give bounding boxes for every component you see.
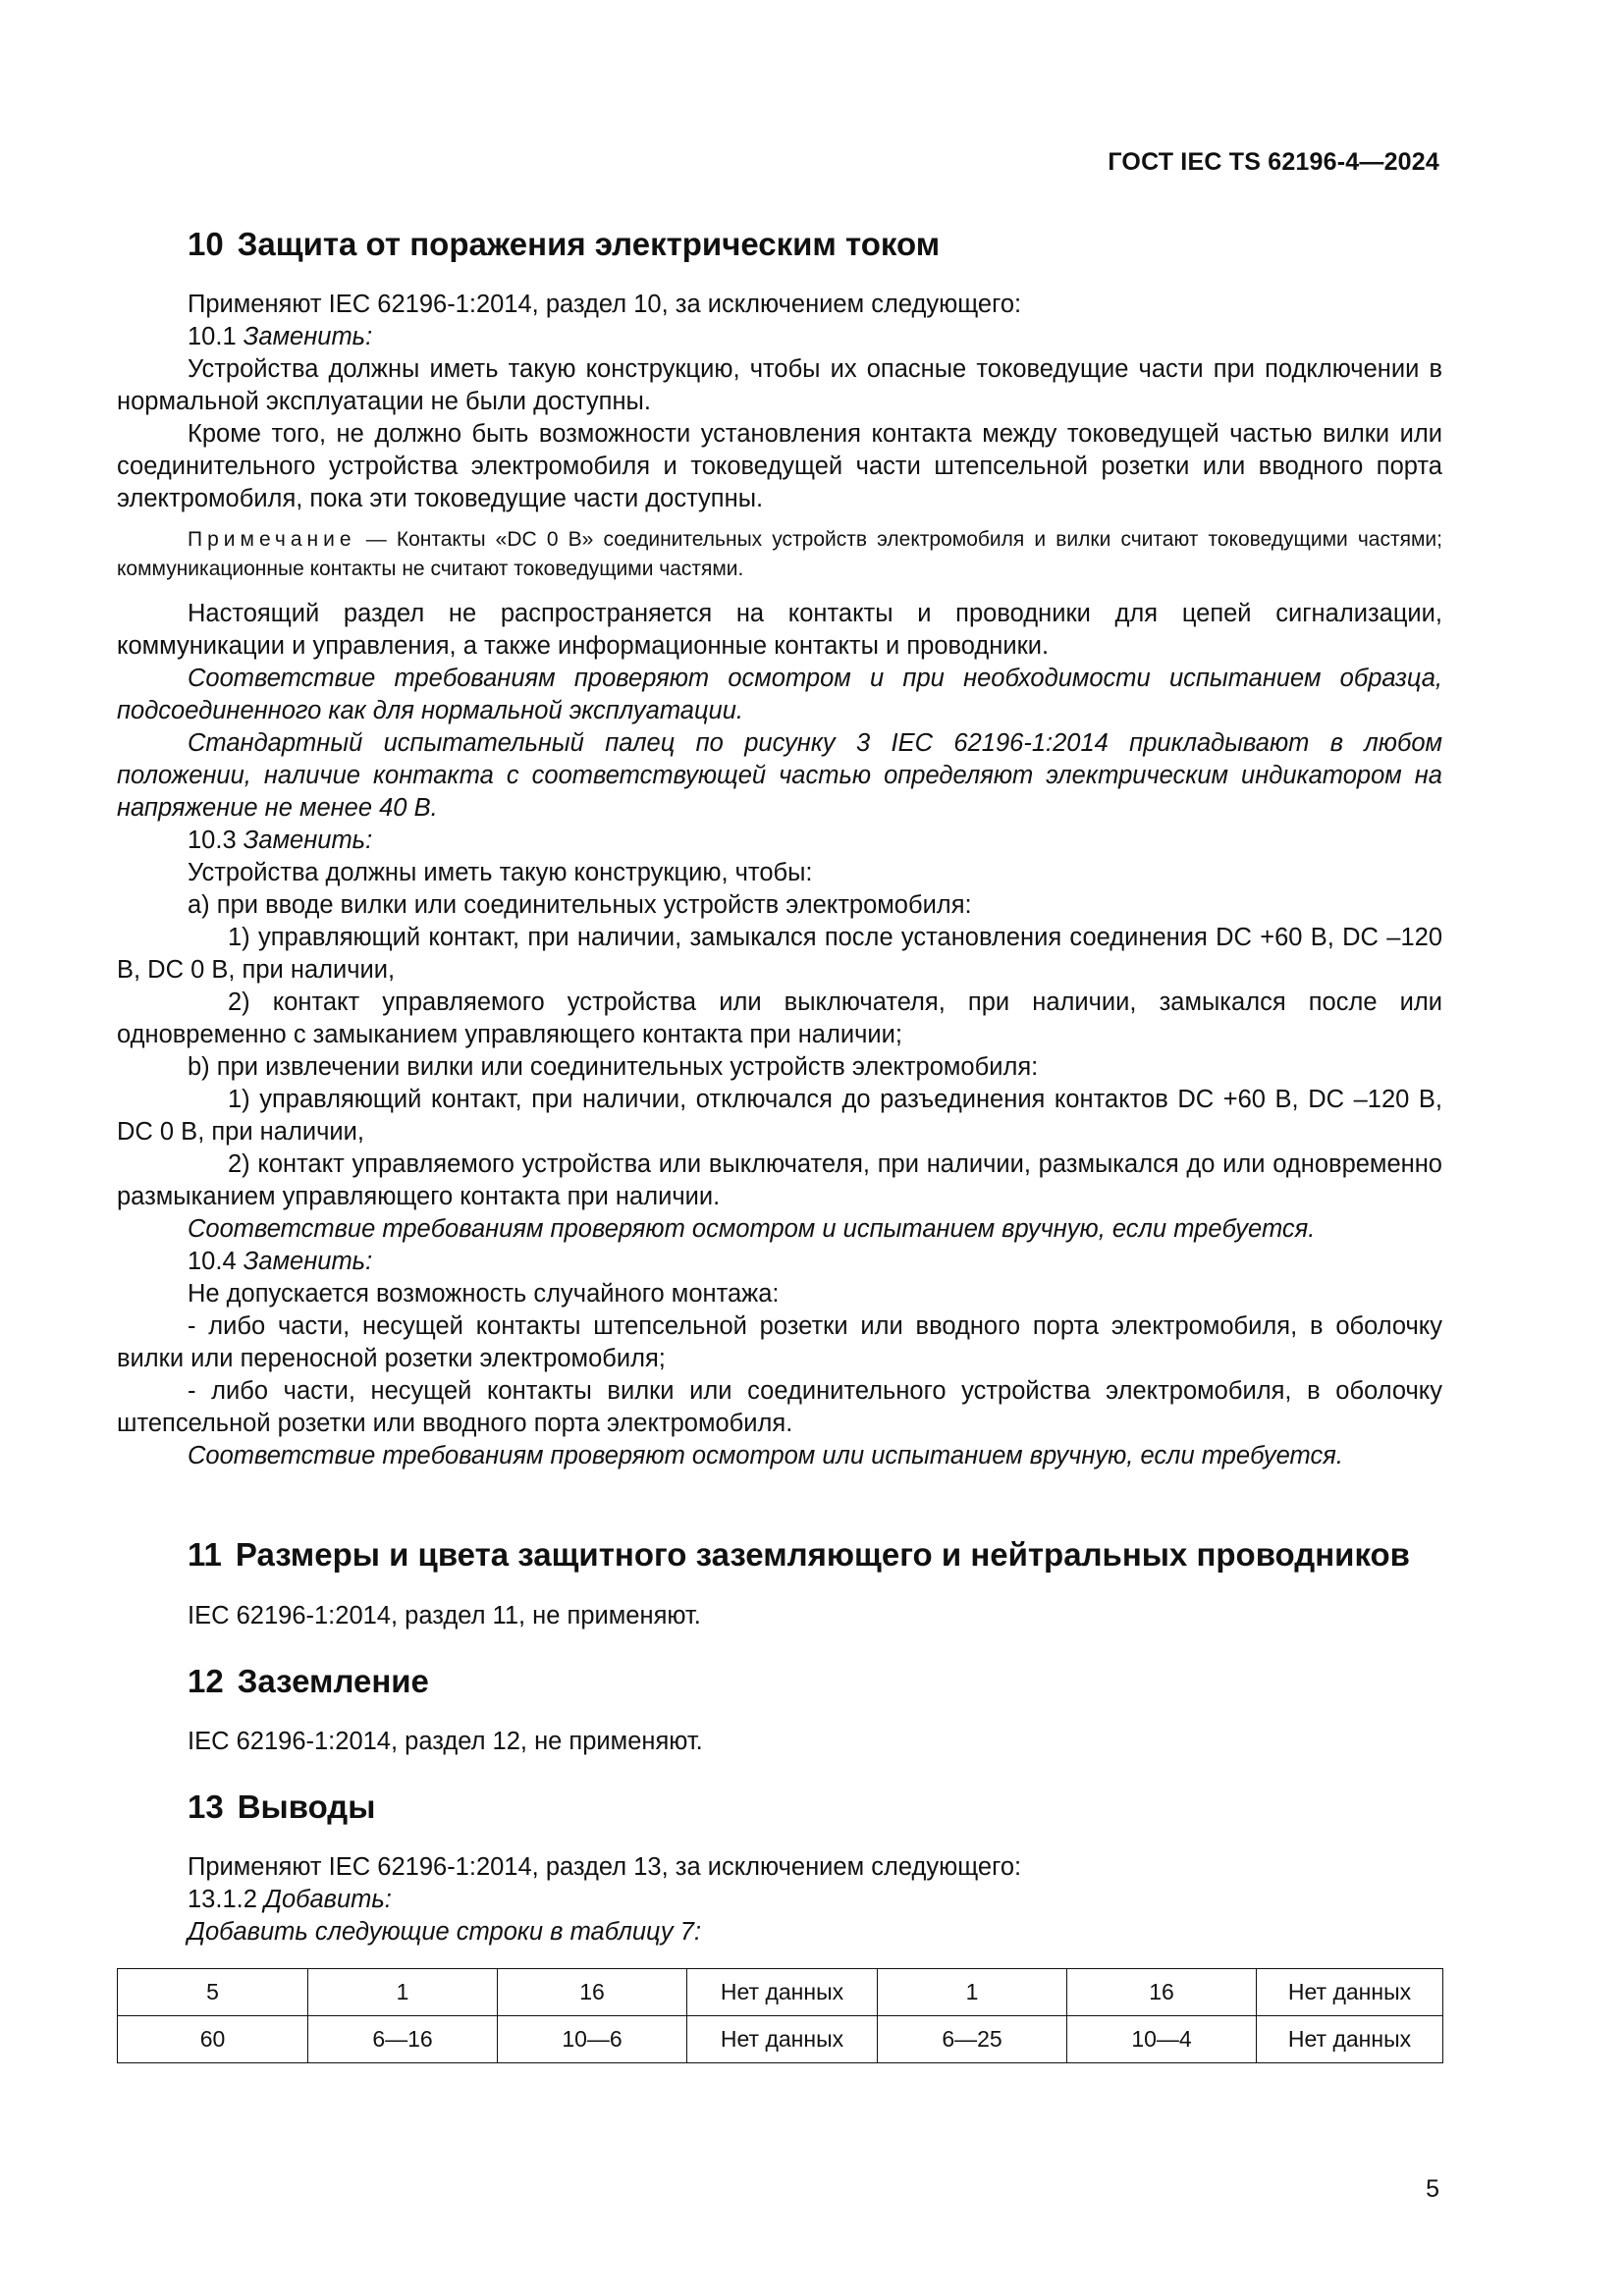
paragraph: IEC 62196-1:2014, раздел 12, не применяют. [188, 1728, 703, 1755]
clause-13-1-2 [117, 1884, 1442, 1916]
compliance-text: Соответствие требованиям проверяют осмотром или испытанием вручную, если требуется. [188, 1442, 1343, 1469]
section-10-body [117, 289, 1442, 1472]
note-text: — Контакты «DC 0 В» соединительных устройств электромобиля и вилки считают токоведущими частями; коммуникационные контакты не считают токоведущими частями. [117, 528, 1442, 580]
paragraph: Применяют IEC 62196-1:2014, раздел 10, за исключением следующего: [188, 291, 1022, 318]
clause-number: 10.1 [188, 323, 237, 350]
table-cell: 60 [118, 2016, 308, 2063]
section-13-body [117, 1851, 1442, 1949]
section-number: 10 [188, 226, 224, 262]
clause-10-4 [117, 1246, 1442, 1278]
note-label: Примечание [188, 528, 356, 551]
paragraph: Добавить следующие строки в таблицу 7: [188, 1918, 702, 1946]
paragraph: Не допускается возможность случайного монтажа: [188, 1280, 780, 1308]
section-title: Выводы [237, 1789, 376, 1825]
compliance-text: Стандартный испытательный палец по рисунку 3 IEC 62196-1:2014 прикладывают в любом положении, наличие контакта с соответствующей частью определяют электрическим индикатором на напряжение не менее 40 В. [117, 729, 1442, 822]
clause-number: 10.4 [188, 1248, 237, 1275]
note [117, 525, 1442, 584]
table-cell: Нет данных [687, 1969, 878, 2016]
table-cell: Нет данных [687, 2016, 878, 2063]
table-cell: 16 [498, 1969, 687, 2016]
table-cell: 10—6 [498, 2016, 687, 2063]
list-item: - либо части, несущей контакты вилки или соединительного устройства электромобиля, в оболочку штепсельной розетки или вводного порта электромобиля. [117, 1377, 1442, 1437]
table-cell: 10—4 [1067, 2016, 1257, 2063]
table-cell: Нет данных [1257, 1969, 1443, 2016]
section-12-body [117, 1726, 1442, 1758]
section-title: Размеры и цвета защитного заземляющего и нейтральных проводников [235, 1536, 1410, 1573]
document-id-header: ГОСТ IEC TS 62196-4—2024 [1108, 148, 1439, 176]
clause-action: Заменить: [243, 1248, 373, 1275]
clause-number: 10.3 [188, 827, 237, 854]
section-13-heading [188, 1789, 375, 1826]
section-title: Защита от поражения электрическим током [237, 226, 941, 262]
paragraph: Настоящий раздел не распространяется на контакты и проводники для цепей сигнализации, коммуникации и управления, а также информационные контакты и проводники. [117, 600, 1442, 660]
list-item: a) при вводе вилки или соединительных устройств электромобиля: [188, 891, 972, 919]
page-number: 5 [1426, 2175, 1439, 2203]
compliance-text: Соответствие требованиям проверяют осмотром и при необходимости испытанием образца, подсоединенного как для нормальной эксплуатации. [117, 665, 1442, 724]
clause-action: Добавить: [264, 1886, 392, 1913]
clause-10-3 [117, 825, 1442, 857]
table-row [118, 1969, 1443, 2016]
list-item: 2) контакт управляемого устройства или выключателя, при наличии, размыкался до или одновременно размыканием управляющего контакта при наличии. [117, 1150, 1442, 1210]
clause-10-1 [117, 321, 1442, 353]
table-cell: Нет данных [1257, 2016, 1443, 2063]
paragraph: Кроме того, не должно быть возможности установления контакта между токоведущей частью вилки или соединительного устройства электромобиля и токоведущей части штепсельной розетки или вводного порта электромобиля, пока эти токоведущие части доступны. [117, 420, 1442, 512]
compliance-text: Соответствие требованиям проверяют осмотром и испытанием вручную, если требуется. [188, 1215, 1316, 1243]
paragraph: IEC 62196-1:2014, раздел 11, не применяют. [188, 1602, 701, 1629]
section-number: 11 [188, 1536, 222, 1573]
paragraph: Применяют IEC 62196-1:2014, раздел 13, за исключением следующего: [188, 1853, 1022, 1881]
clause-action: Заменить: [243, 323, 373, 350]
clause-action: Заменить: [243, 827, 373, 854]
section-11-heading [188, 1536, 1410, 1574]
table-cell: 1 [308, 1969, 498, 2016]
list-item: 1) управляющий контакт, при наличии, отключался до разъединения контактов DC +60 В, DC –120 В, DC 0 В, при наличии, [117, 1086, 1442, 1146]
paragraph: Устройства должны иметь такую конструкцию, чтобы их опасные токоведущие части при подключении в нормальной эксплуатации не были доступны. [117, 355, 1442, 415]
table-cell: 5 [118, 1969, 308, 2016]
clause-number: 13.1.2 [188, 1886, 257, 1913]
table-7-additions [117, 1968, 1443, 2063]
section-number: 13 [188, 1789, 224, 1825]
table-cell: 6—16 [308, 2016, 498, 2063]
section-10-heading [188, 226, 940, 263]
list-item: - либо части, несущей контакты штепсельной розетки или вводного порта электромобиля, в оболочку вилки или переносной розетки электромобиля; [117, 1312, 1442, 1372]
table-row [118, 2016, 1443, 2063]
section-12-heading [188, 1663, 429, 1700]
table-cell: 1 [878, 1969, 1067, 2016]
table-cell: 16 [1067, 1969, 1257, 2016]
list-item: 2) контакт управляемого устройства или выключателя, при наличии, замыкался после или одновременно с замыканием управляющего контакта при наличии; [117, 988, 1442, 1048]
table-cell: 6—25 [878, 2016, 1067, 2063]
list-item: b) при извлечении вилки или соединительных устройств электромобиля: [188, 1053, 1039, 1081]
section-11-body [117, 1600, 1442, 1632]
list-item: 1) управляющий контакт, при наличии, замыкался после установления соединения DC +60 В, DC –120 В, DC 0 В, при наличии, [117, 924, 1442, 984]
section-number: 12 [188, 1663, 224, 1699]
section-title: Заземление [237, 1663, 429, 1699]
paragraph: Устройства должны иметь такую конструкцию, чтобы: [188, 859, 813, 886]
